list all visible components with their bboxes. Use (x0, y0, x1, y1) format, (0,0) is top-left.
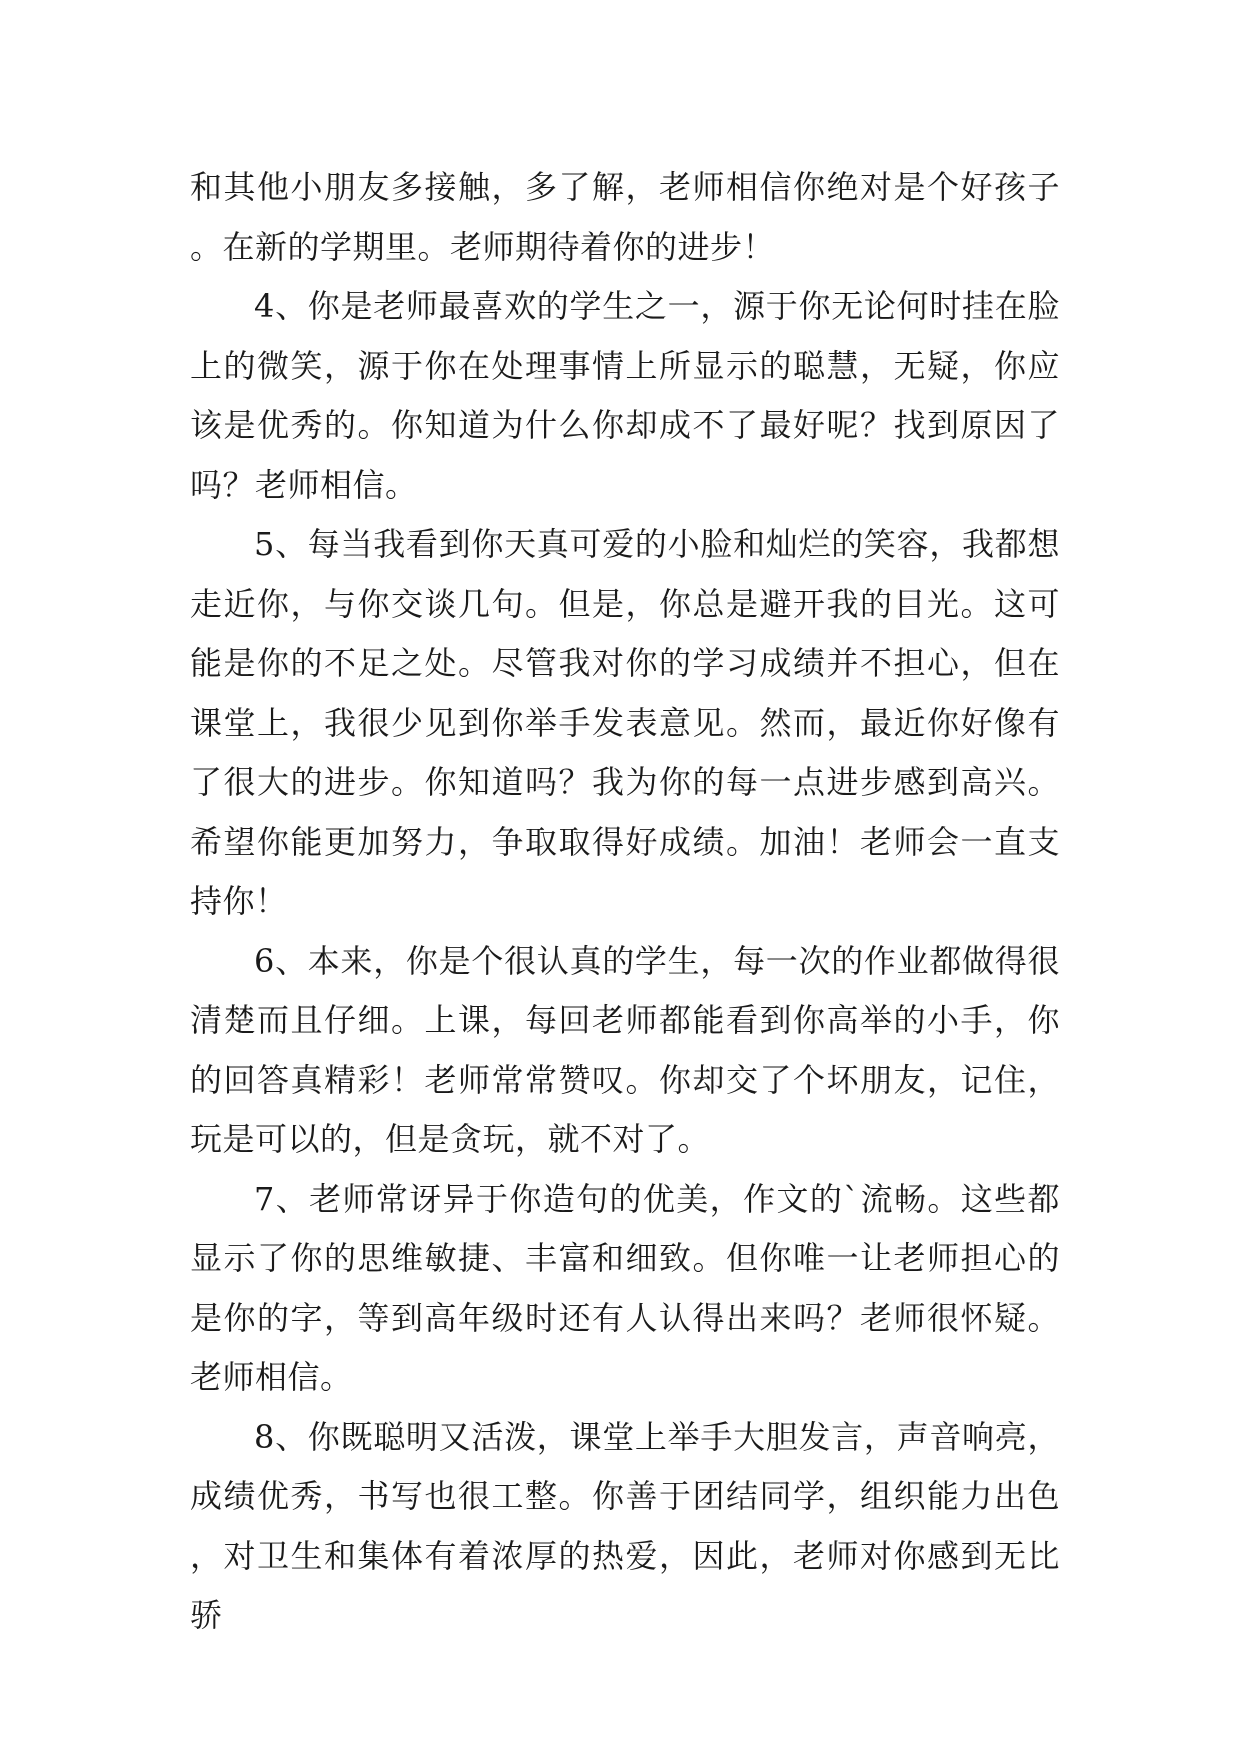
paragraph-comment-5: 5、每当我看到你天真可爱的小脸和灿烂的笑容，我都想走近你，与你交谈几句。但是，你总是避开我的目光。这可能是你的不足之处。尽管我对你的学习成绩并不担心，但在课堂上，我很少见到你举手发表意见。然而，最近你好像有了很大的进步。你知道吗？我为你的每一点进步感到高兴。希望你能更加努力，争取取得好成绩。加油！老师会一直支持你！ (190, 525, 1060, 920)
paragraph-continuation: 和其他小朋友多接触，多了解，老师相信你绝对是个好孩子。在新的学期里。老师期待着你的进步！ (190, 168, 1060, 266)
document-body (190, 158, 1060, 1646)
paragraph-comment-4: 4、你是老师最喜欢的学生之一，源于你无论何时挂在脸上的微笑，源于你在处理事情上所显示的聪慧，无疑，你应该是优秀的。你知道为什么你却成不了最好呢？找到原因了吗？老师相信。 (190, 287, 1060, 504)
paragraph-comment-8: 8、你既聪明又活泼，课堂上举手大胆发言，声音响亮，成绩优秀，书写也很工整。你善于团结同学，组织能力出色，对卫生和集体有着浓厚的热爱，因此，老师对你感到无比骄 (190, 1417, 1060, 1634)
paragraph-comment-6: 6、本来，你是个很认真的学生，每一次的作业都做得很清楚而且仔细。上课，每回老师都能看到你高举的小手，你的回答真精彩！老师常常赞叹。你却交了个坏朋友，记住，玩是可以的，但是贪玩，就不对了。 (190, 941, 1060, 1158)
paragraph-comment-7: 7、老师常讶异于你造句的优美，作文的`流畅。这些都显示了你的思维敏捷、丰富和细致。但你唯一让老师担心的是你的字，等到高年级时还有人认得出来吗？老师很怀疑。老师相信。 (190, 1179, 1060, 1396)
